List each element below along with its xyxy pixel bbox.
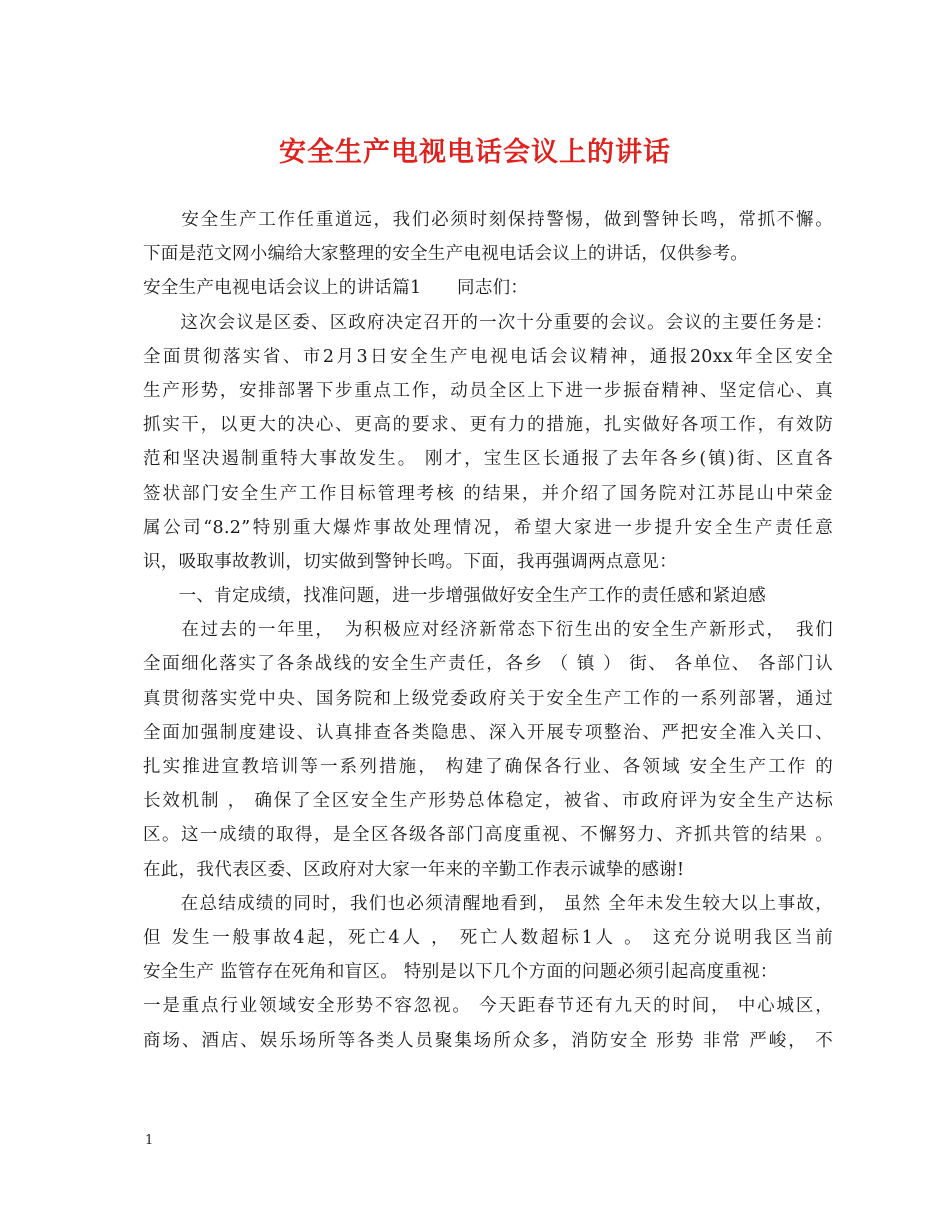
body-text-line: 安全生产电视电话会议上的讲话篇1 同志们： bbox=[143, 278, 529, 299]
body-text-line: 全面细化落实了各条战线的安全生产责任，各乡 （ 镇 ） 街、 各单位、 各部门认 bbox=[143, 654, 833, 675]
body-text-line: 安全生产 监管存在死角和盲区。 特别是以下几个方面的问题必须引起高度重视： bbox=[143, 962, 778, 983]
body-text-line: 安全生产工作任重道远，我们必须时刻保持警惕，做到警钟长鸣，常抓不懈。 bbox=[143, 210, 833, 230]
body-text-line: 但 发生一般事故4起，死亡4人 ， 死亡人数超标1人 。 这充分说明我区当前 bbox=[143, 927, 833, 948]
body-text-line: 一是重点行业领域安全形势不容忽视。 今天距春节还有九天的时间， 中心城区， bbox=[143, 996, 833, 1017]
page-number: 1 bbox=[145, 1133, 154, 1148]
body-text-line: 属公司“8.2”特别重大爆炸事故处理情况，希望大家进一步提升安全生产责任意 bbox=[143, 517, 833, 538]
body-text-line: 扎实推进宣教培训等一系列措施， 构建了确保各行业、各领域 安全生产工作 的 bbox=[143, 757, 833, 777]
body-text-line: 在此，我代表区委、区政府对大家一年来的辛勤工作表示诚挚的感谢! bbox=[143, 859, 685, 880]
body-text-line: 这次会议是区委、区政府决定召开的一次十分重要的会议。会议的主要任务是： bbox=[143, 312, 833, 333]
body-text-line: 长效机制 ， 确保了全区安全生产形势总体稳定，被省、市政府评为安全生产达标 bbox=[143, 791, 833, 812]
document-title: 安全生产电视电话会议上的讲话 bbox=[279, 137, 671, 168]
body-text-line: 全面贯彻落实省、市2月3日安全生产电视电话会议精神，通报20xx年全区安全 bbox=[143, 346, 833, 367]
body-text-line: 识，吸取事故教训，切实做到警钟长鸣。下面，我再强调两点意见： bbox=[143, 551, 677, 572]
body-text-line: 抓实干，以更大的决心、更高的要求、更有力的措施，扎实做好各项工作，有效防 bbox=[143, 415, 833, 436]
body-text-line: 全面加强制度建设、认真排查各类隐患、深入开展专项整治、严把安全准入关口、 bbox=[143, 722, 833, 743]
body-text-line: 一、肯定成绩，找准问题，进一步增强做好安全生产工作的责任感和紧迫感 bbox=[143, 586, 766, 607]
body-text-line: 签状部门安全生产工作目标管理考核 的结果，并介绍了国务院对江苏昆山中荣金 bbox=[143, 483, 833, 504]
body-text-line: 下面是范文网小编给大家整理的安全生产电视电话会议上的讲话，仅供参考。 bbox=[143, 244, 749, 265]
body-text-line: 范和坚决遏制重特大事故发生。 刚才，宝生区长通报了去年各乡(镇)街、区直各 bbox=[143, 449, 833, 470]
document-body bbox=[143, 203, 833, 1058]
body-text-line: 商场、酒店、娱乐场所等各类人员聚集场所众多，消防安全 形势 非常 严峻， 不 bbox=[143, 1030, 833, 1051]
body-text-line: 在过去的一年里， 为积极应对经济新常态下衍生出的安全生产新形式， 我们 bbox=[143, 620, 833, 641]
body-text-line: 区。这一成绩的取得，是全区各级各部门高度重视、不懈努力、齐抓共管的结果 。 bbox=[143, 825, 833, 846]
body-text-line: 真贯彻落实党中央、国务院和上级党委政府关于安全生产工作的一系列部署，通过 bbox=[143, 688, 833, 709]
body-text-line: 在总结成绩的同时，我们也必须清醒地看到， 虽然 全年未发生较大以上事故， bbox=[143, 893, 833, 914]
body-text-line: 生产形势，安排部署下步重点工作，动员全区上下进一步振奋精神、坚定信心、真 bbox=[143, 380, 833, 401]
